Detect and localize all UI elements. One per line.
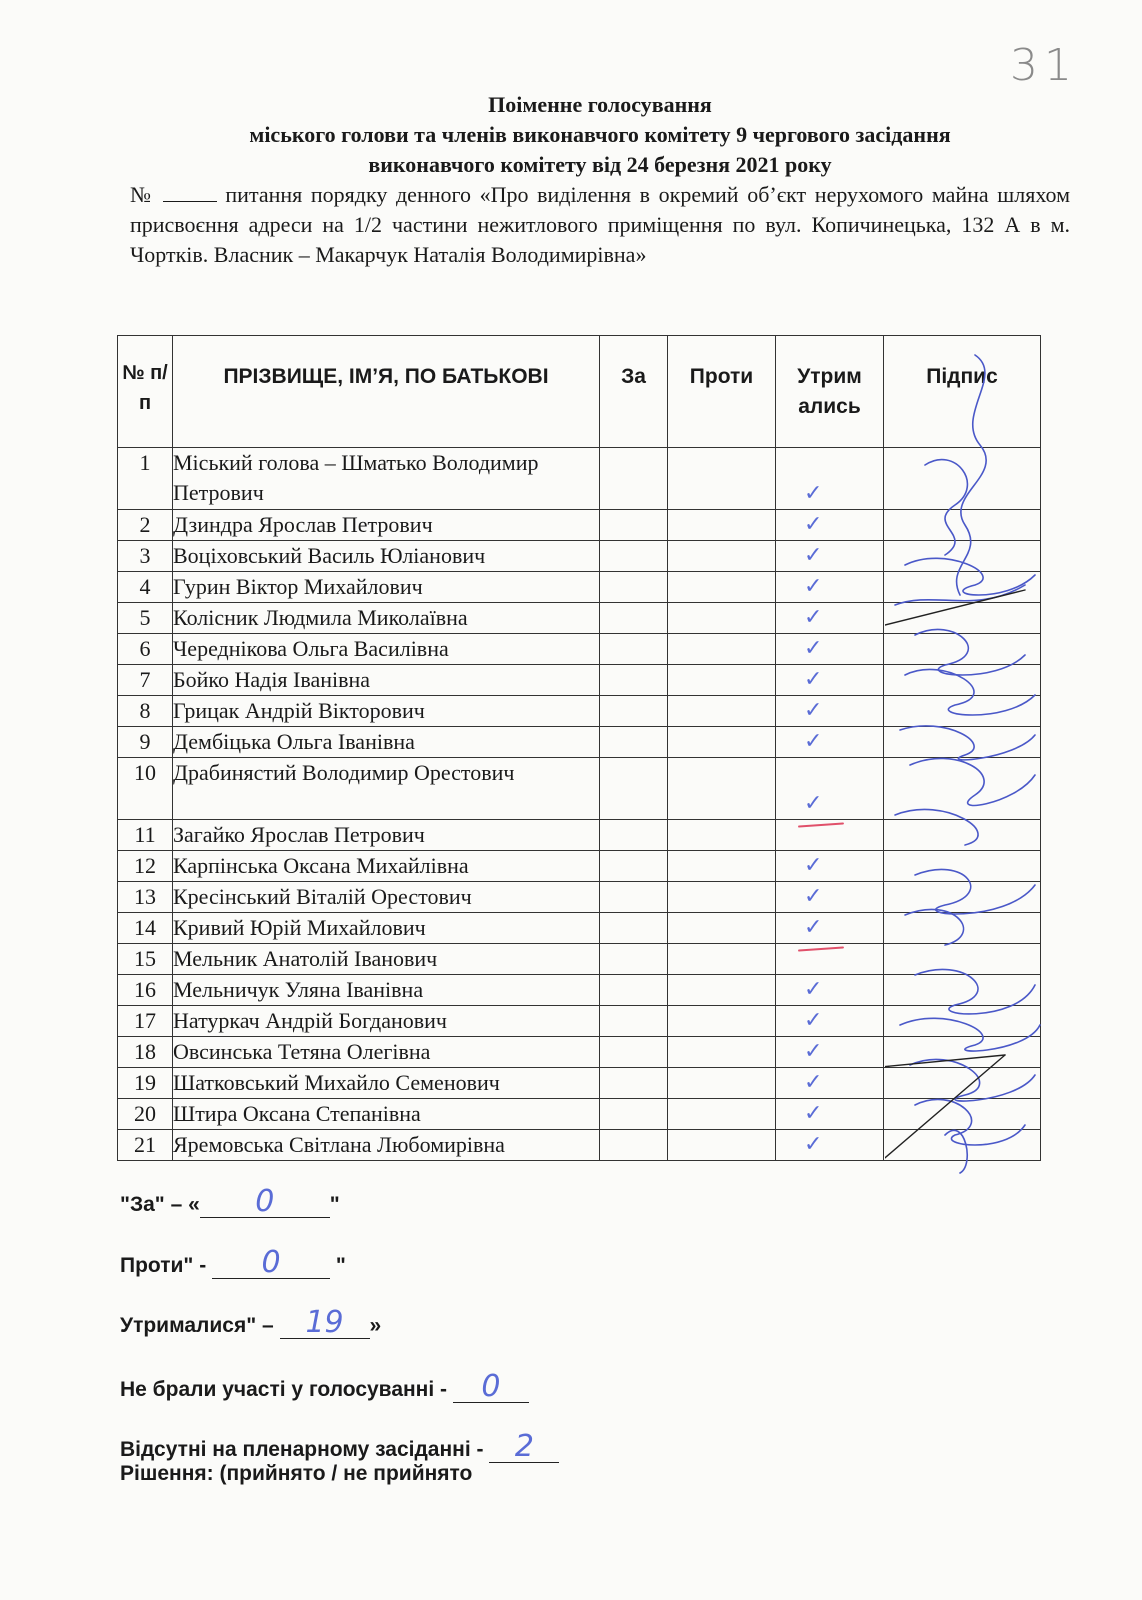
table-row [118, 913, 1041, 944]
row-abstain [776, 634, 884, 665]
checkmark-icon: ✓ [804, 698, 823, 723]
row-against [668, 1130, 776, 1161]
table-row [118, 510, 1041, 541]
row-against [668, 603, 776, 634]
checkmark-icon: ✓ [804, 729, 823, 754]
title-line-1: Поіменне голосування [488, 92, 712, 117]
row-signature [884, 541, 1041, 572]
summary-decision-label: Рішення: (прийнято / не прийнято [120, 1462, 473, 1485]
checkmark-icon: ✓ [804, 1008, 823, 1033]
row-against [668, 634, 776, 665]
row-signature [884, 727, 1041, 758]
table-row [118, 975, 1041, 1006]
summary-abstain-label: Утрималися" – [120, 1314, 274, 1337]
row-name: Воціховський Василь Юліанович [173, 541, 600, 572]
row-for [600, 882, 668, 913]
checkmark-icon: ✓ [804, 1132, 823, 1157]
summary-decision [120, 1462, 472, 1486]
row-against [668, 758, 776, 820]
row-signature [884, 944, 1041, 975]
row-for [600, 1130, 668, 1161]
row-abstain [776, 1006, 884, 1037]
table-row [118, 851, 1041, 882]
row-signature [884, 603, 1041, 634]
checkmark-icon: ✓ [804, 667, 823, 692]
row-against [668, 1006, 776, 1037]
row-against [668, 1037, 776, 1068]
summary-for [120, 1184, 340, 1219]
row-abstain [776, 913, 884, 944]
row-abstain [776, 727, 884, 758]
checkmark-icon: ✓ [804, 853, 823, 878]
row-number: 16 [118, 975, 173, 1006]
row-number: 2 [118, 510, 173, 541]
row-name: Загайко Ярослав Петрович [173, 820, 600, 851]
vote-table [117, 335, 1041, 1161]
row-for [600, 572, 668, 603]
summary-no-participation [120, 1369, 529, 1404]
row-name: Кресінський Віталій Орестович [173, 882, 600, 913]
summary-against [120, 1245, 346, 1280]
row-abstain [776, 448, 884, 510]
row-number: 21 [118, 1130, 173, 1161]
row-number: 1 [118, 448, 173, 510]
table-row [118, 820, 1041, 851]
row-number: 5 [118, 603, 173, 634]
row-name: Кривий Юрій Михайлович [173, 913, 600, 944]
summary-abstain-value: 19 [280, 1308, 370, 1339]
col-signature-header: Підпис [884, 336, 1041, 448]
row-number: 14 [118, 913, 173, 944]
row-signature [884, 820, 1041, 851]
row-signature [884, 1099, 1041, 1130]
row-against [668, 944, 776, 975]
row-name: Дзиндра Ярослав Петрович [173, 510, 600, 541]
table-row [118, 1006, 1041, 1037]
summary-against-end: " [335, 1254, 346, 1277]
row-signature [884, 510, 1041, 541]
document-header [130, 90, 1070, 270]
row-name: Драбинястий Володимир Орестович [173, 758, 600, 820]
row-name: Гурин Віктор Михайлович [173, 572, 600, 603]
row-signature [884, 1068, 1041, 1099]
table-row [118, 696, 1041, 727]
row-for [600, 1068, 668, 1099]
row-for [600, 1099, 668, 1130]
row-name: Мельник Анатолій Іванович [173, 944, 600, 975]
summary-no-part-value: 0 [453, 1372, 529, 1403]
checkmark-icon: ✓ [804, 636, 823, 661]
row-abstain [776, 572, 884, 603]
row-name: Дембіцька Ольга Іванівна [173, 727, 600, 758]
checkmark-icon: ✓ [804, 605, 823, 630]
table-row [118, 1037, 1041, 1068]
table-row [118, 758, 1041, 820]
row-signature [884, 1006, 1041, 1037]
row-abstain [776, 944, 884, 975]
row-signature [884, 1130, 1041, 1161]
summary-abstain-end: » [369, 1314, 382, 1337]
summary-abstain [120, 1305, 382, 1340]
row-against [668, 727, 776, 758]
summary-absent-label: Відсутні на пленарному засіданні - [120, 1438, 484, 1461]
row-for [600, 820, 668, 851]
summary-for-end: " [329, 1193, 340, 1216]
row-name: Натуркач Андрій Богданович [173, 1006, 600, 1037]
row-number: 11 [118, 820, 173, 851]
checkmark-icon: ✓ [804, 512, 823, 537]
row-against [668, 572, 776, 603]
row-for [600, 510, 668, 541]
row-abstain [776, 1130, 884, 1161]
row-abstain [776, 820, 884, 851]
row-number: 12 [118, 851, 173, 882]
col-for-header: За [600, 336, 668, 448]
row-for [600, 1006, 668, 1037]
row-name: Яремовська Світлана Любомирівна [173, 1130, 600, 1161]
row-signature [884, 851, 1041, 882]
table-row [118, 944, 1041, 975]
number-prefix: № [130, 182, 155, 207]
checkmark-icon: ✓ [804, 791, 823, 816]
row-signature [884, 1037, 1041, 1068]
table-row [118, 727, 1041, 758]
row-signature [884, 696, 1041, 727]
row-against [668, 1068, 776, 1099]
row-against [668, 851, 776, 882]
row-for [600, 727, 668, 758]
row-for [600, 851, 668, 882]
row-against [668, 696, 776, 727]
row-name: Мельничук Уляна Іванівна [173, 975, 600, 1006]
row-name: Грицак Андрій Вікторович [173, 696, 600, 727]
row-against [668, 1099, 776, 1130]
row-abstain [776, 510, 884, 541]
row-for [600, 448, 668, 510]
row-for [600, 944, 668, 975]
checkmark-icon: ✓ [804, 1101, 823, 1126]
col-against-header: Проти [668, 336, 776, 448]
row-for [600, 758, 668, 820]
checkmark-icon: ✓ [804, 977, 823, 1002]
summary-against-label: Проти" - [120, 1254, 207, 1277]
row-name: Штира Оксана Степанівна [173, 1099, 600, 1130]
summary-for-value: 0 [200, 1187, 330, 1218]
row-number: 18 [118, 1037, 173, 1068]
row-number: 17 [118, 1006, 173, 1037]
row-against [668, 665, 776, 696]
checkmark-icon: ✓ [804, 543, 823, 568]
row-signature [884, 758, 1041, 820]
row-against [668, 820, 776, 851]
table-row [118, 665, 1041, 696]
row-name: Колісник Людмила Миколаївна [173, 603, 600, 634]
row-signature [884, 913, 1041, 944]
summary-absent [120, 1429, 559, 1464]
row-signature [884, 975, 1041, 1006]
page-number: 31 [1010, 40, 1078, 91]
row-number: 13 [118, 882, 173, 913]
absent-dash-mark [798, 946, 844, 951]
col-num-header: № п/ п [118, 336, 173, 448]
row-abstain [776, 541, 884, 572]
summary-no-part-label: Не брали участі у голосуванні - [120, 1378, 448, 1401]
row-for [600, 1037, 668, 1068]
table-row [118, 1068, 1041, 1099]
row-name: Череднікова Ольга Василівна [173, 634, 600, 665]
row-abstain [776, 882, 884, 913]
row-against [668, 975, 776, 1006]
row-signature [884, 665, 1041, 696]
row-number: 6 [118, 634, 173, 665]
summary-for-label: "За" – « [120, 1193, 200, 1216]
table-row [118, 572, 1041, 603]
table-row [118, 1130, 1041, 1161]
row-number: 9 [118, 727, 173, 758]
table-row [118, 1099, 1041, 1130]
row-signature [884, 634, 1041, 665]
row-against [668, 913, 776, 944]
title-line-3: виконавчого комітету від 24 березня 2021 року [368, 152, 832, 177]
row-against [668, 448, 776, 510]
row-abstain [776, 1068, 884, 1099]
row-abstain [776, 1099, 884, 1130]
row-name: Овсинська Тетяна Олегівна [173, 1037, 600, 1068]
vote-rows [118, 448, 1041, 1161]
checkmark-icon: ✓ [804, 481, 823, 506]
row-number: 3 [118, 541, 173, 572]
row-abstain [776, 975, 884, 1006]
row-abstain [776, 696, 884, 727]
col-abstain-header: Утрим ались [776, 336, 884, 448]
row-abstain [776, 665, 884, 696]
title-line-2: міського голови та членів виконавчого комітету 9 чергового засідання [249, 122, 951, 147]
row-name: Шатковський Михайло Семенович [173, 1068, 600, 1099]
row-abstain [776, 603, 884, 634]
checkmark-icon: ✓ [804, 1070, 823, 1095]
row-abstain [776, 758, 884, 820]
summary-against-value: 0 [212, 1248, 330, 1279]
absent-dash-mark [798, 822, 844, 827]
row-number: 19 [118, 1068, 173, 1099]
summary-absent-value: 2 [489, 1432, 559, 1463]
row-signature [884, 448, 1041, 510]
table-row [118, 603, 1041, 634]
row-number: 4 [118, 572, 173, 603]
number-blank [163, 183, 217, 202]
row-for [600, 975, 668, 1006]
row-number: 20 [118, 1099, 173, 1130]
checkmark-icon: ✓ [804, 884, 823, 909]
row-signature [884, 882, 1041, 913]
row-number: 8 [118, 696, 173, 727]
row-abstain [776, 851, 884, 882]
row-for [600, 696, 668, 727]
row-number: 10 [118, 758, 173, 820]
row-number: 15 [118, 944, 173, 975]
row-for [600, 665, 668, 696]
table-row [118, 541, 1041, 572]
subject-text: питання порядку денного «Про виділення в окремий об’єкт нерухомого майна шляхом присвоєння адреси на 1/2 частини нежитлового приміщення по вул. Копичинецька, 132 А в м. Чортків. Власник – Макарчук Наталія Володимирівна» [130, 182, 1071, 267]
row-abstain [776, 1037, 884, 1068]
checkmark-icon: ✓ [804, 574, 823, 599]
row-signature [884, 572, 1041, 603]
row-number: 7 [118, 665, 173, 696]
col-name-header: ПРІЗВИЩЕ, ІМ’Я, ПО БАТЬКОВІ [173, 336, 600, 448]
agenda-subject [130, 180, 1070, 270]
row-name: Бойко Надія Іванівна [173, 665, 600, 696]
row-name: Міський голова – Шматько Володимир Петрович [173, 448, 600, 510]
row-against [668, 882, 776, 913]
checkmark-icon: ✓ [804, 915, 823, 940]
row-name: Карпінська Оксана Михайлівна [173, 851, 600, 882]
row-for [600, 913, 668, 944]
table-row [118, 448, 1041, 510]
row-for [600, 634, 668, 665]
row-against [668, 541, 776, 572]
row-for [600, 541, 668, 572]
table-row [118, 634, 1041, 665]
row-for [600, 603, 668, 634]
checkmark-icon: ✓ [804, 1039, 823, 1064]
table-row [118, 882, 1041, 913]
row-against [668, 510, 776, 541]
